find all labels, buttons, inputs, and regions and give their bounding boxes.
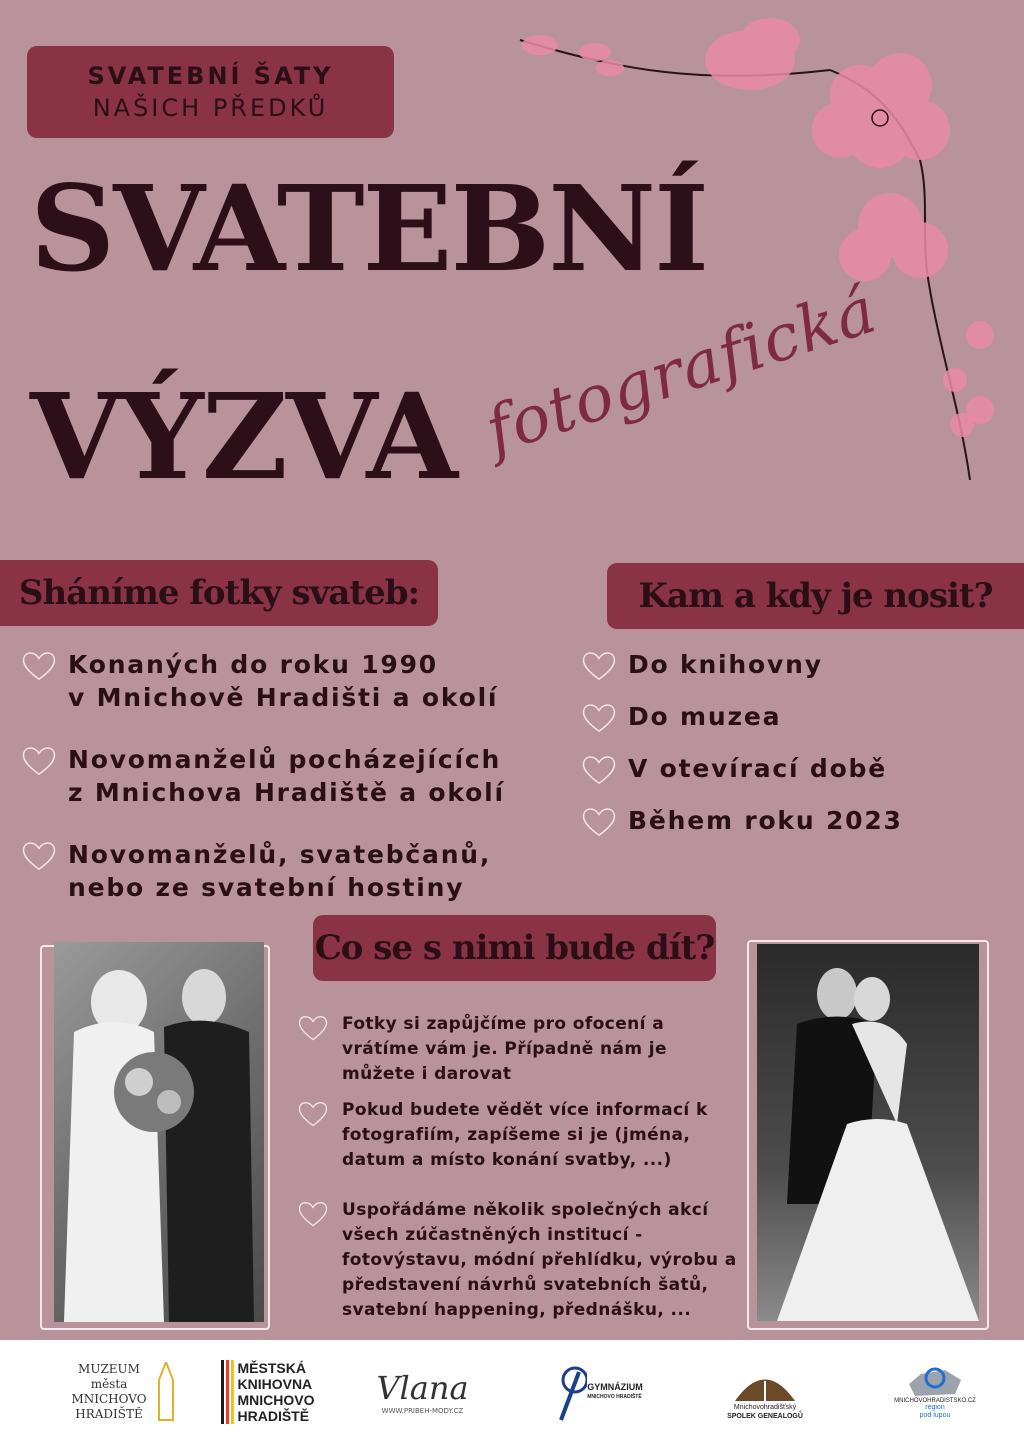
knihovna-logo — [215, 1352, 320, 1432]
list-item-text: V otevírací době — [628, 754, 888, 783]
heart-icon — [296, 1014, 334, 1044]
tower-icon — [153, 1362, 179, 1422]
list-item — [580, 648, 823, 684]
badge-line-2: NAŠICH PŘEDKŮ — [92, 94, 329, 122]
middle-section-header: Co se s nimi bude dít? — [313, 915, 716, 981]
gymnazium-sub: MNICHOVO HRADIŠTĚ — [587, 1394, 642, 1400]
heart-icon — [580, 754, 620, 788]
gymnazium-emblem-icon — [557, 1362, 587, 1422]
region-logo — [880, 1352, 990, 1432]
list-item-line: v Mnichově Hradišti a okolí — [68, 683, 499, 712]
list-item — [20, 648, 540, 714]
list-item-line: Novomanželů pocházejících — [68, 745, 502, 774]
heart-icon — [20, 745, 60, 779]
list-item-line: nebo ze svatební hostiny — [68, 873, 465, 902]
muzeum-line-4: HRADIŠTĚ — [75, 1407, 143, 1421]
list-item — [296, 1098, 756, 1173]
title-line-1: SVATEBNÍ — [30, 159, 708, 298]
knihovna-line-2: KNIHOVNA — [237, 1376, 313, 1392]
spolek-line-1: Mnichovohradišťský — [733, 1404, 797, 1411]
knihovna-line-1: MĚSTSKÁ — [237, 1360, 306, 1376]
heart-icon — [580, 650, 620, 684]
subtitle-badge — [27, 46, 394, 138]
knihovna-line-4: HRADIŠTĚ — [237, 1408, 310, 1424]
muzeum-logo — [60, 1352, 190, 1432]
vlana-url: WWW.PRIBEH-MODY.CZ — [381, 1407, 464, 1415]
spolek-line-2: SPOLEK GENEALOGŮ — [727, 1413, 803, 1420]
list-item — [20, 838, 540, 904]
heart-icon — [580, 702, 620, 736]
heart-icon — [580, 806, 620, 840]
list-item-text: Do knihovny — [628, 650, 823, 679]
muzeum-line-3: MNICHOVO — [71, 1392, 147, 1406]
knihovna-line-3: MNICHOVO — [237, 1392, 315, 1408]
left-section-header: Sháníme fotky svateb: — [0, 560, 438, 626]
list-item-line: z Mnichova Hradiště a okolí — [68, 778, 505, 807]
list-item — [296, 1012, 756, 1087]
heart-icon — [20, 840, 60, 874]
region-url: MNICHOVOHRADISTSKO.CZ — [894, 1398, 976, 1404]
muzeum-line-1: MUZEUM — [78, 1362, 140, 1376]
list-item-line: Konaných do roku 1990 — [68, 650, 438, 679]
list-item — [580, 752, 887, 788]
spolek-logo — [715, 1352, 815, 1432]
list-item-text: Během roku 2023 — [628, 806, 903, 835]
region-line-2: pod lupou — [919, 1412, 951, 1419]
magnifier-icon — [905, 1364, 965, 1398]
badge-line-1: SVATEBNÍ ŠATY — [87, 62, 334, 90]
region-line-1: region — [925, 1404, 945, 1411]
wedding-photo-left — [54, 942, 264, 1322]
list-item-text: Uspořádáme několik společných akcí všech zúčastněných institucí - fotovýstavu, módní přehlídku, výrobu a představení návrhů svatebních šatů, svatební happening, přednášku, ... — [342, 1200, 737, 1320]
vlana-logo — [365, 1352, 480, 1432]
list-item-text: Do muzea — [628, 702, 782, 731]
heart-icon — [296, 1200, 334, 1230]
list-item-text: Pokud budete vědět více informací k fotografiím, zapíšeme si je (jména, datum a místo konání svatby, ...) — [342, 1100, 708, 1170]
list-item — [20, 743, 540, 809]
list-item — [580, 700, 781, 736]
title-line-2: VÝZVA — [30, 367, 456, 506]
vlana-name: Vlana — [376, 1369, 469, 1407]
gymnazium-name: GYMNÁZIUM — [587, 1382, 643, 1392]
tree-icon — [730, 1363, 800, 1403]
heart-icon — [20, 650, 60, 684]
muzeum-line-2: města — [90, 1377, 128, 1391]
list-item — [580, 804, 903, 840]
list-item-line: Novomanželů, svatebčanů, — [68, 840, 492, 869]
wedding-photo-right — [757, 944, 979, 1321]
right-section-header: Kam a kdy je nosit? — [607, 563, 1024, 629]
list-item-text: Fotky si zapůjčíme pro ofocení a vrátíme vám je. Případně nám je můžete i darovat — [342, 1014, 667, 1084]
heart-icon — [296, 1100, 334, 1130]
title-script: fotografická — [477, 273, 886, 469]
list-item — [296, 1198, 766, 1323]
gymnazium-logo — [545, 1352, 655, 1432]
